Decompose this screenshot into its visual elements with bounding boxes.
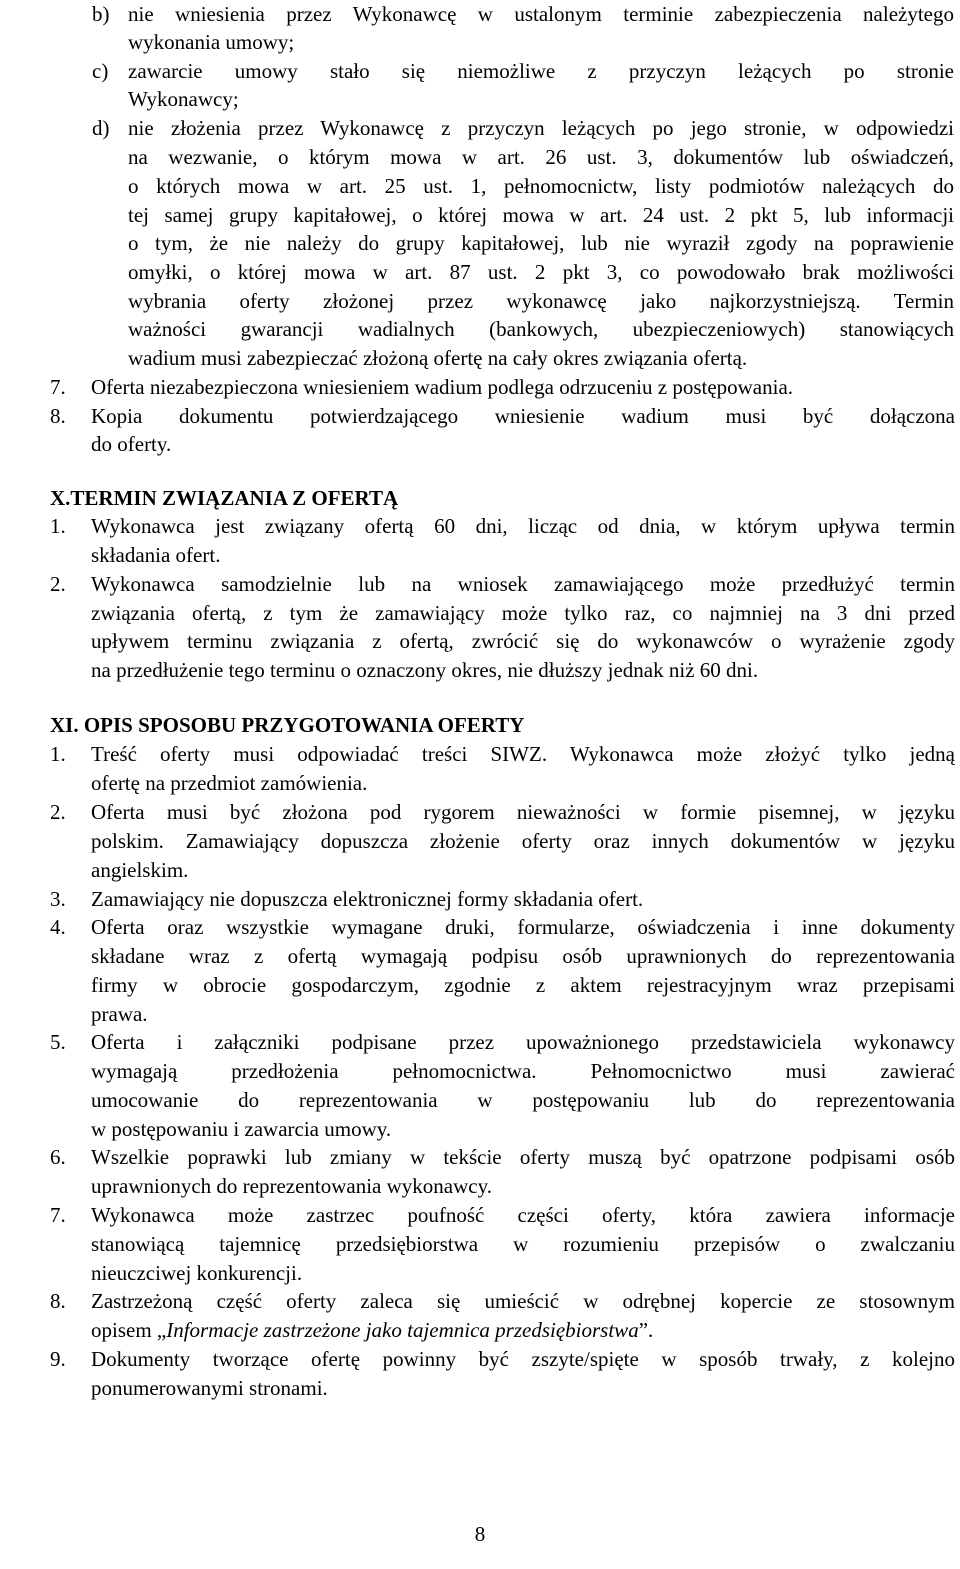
paragraph-line: omyłki, o której mowa w art. 87 ust. 2 pkt 3, co powodowało brak możliwości [128,260,954,284]
list-number-4: 4. [50,915,66,939]
paragraph-line: uprawnionych do reprezentowania wykonawcy. [91,1174,492,1198]
paragraph-line: o których mowa w art. 25 ust. 1, pełnomocnictw, listy podmiotów należących do [128,174,954,198]
paragraph-line: wykonania umowy; [128,30,295,54]
list-marker-c: c) [92,59,109,83]
paragraph-line: Zastrzeżoną część oferty zaleca się umieścić w odrębnej kopercie ze stosownym [91,1289,955,1313]
list-marker-d: d) [92,116,110,140]
list-number-6: 6. [50,1145,66,1169]
list-number-3: 3. [50,887,66,911]
paragraph-line: nie wniesienia przez Wykonawcę w ustalonym terminie zabezpieczenia należytego [128,2,954,26]
paragraph-line: wymagają przedłożenia pełnomocnictwa. Pełnomocnictwo musi zawierać [91,1059,955,1083]
paragraph-line: ofertę na przedmiot zamówienia. [91,771,368,795]
section-heading-x: X.TERMIN ZWIĄZANIA Z OFERTĄ [50,486,399,510]
paragraph-line: polskim. Zamawiający dopuszcza złożenie oferty oraz innych dokumentów w języku [91,829,955,853]
paragraph-line: upływem terminu związania z ofertą, zwrócić się do wykonawców o wyrażenie zgody [91,629,955,653]
list-number-2: 2. [50,800,66,824]
paragraph-line: angielskim. [91,858,189,882]
list-number-1: 1. [50,742,66,766]
paragraph-line: prawa. [91,1002,148,1026]
paragraph-line: Oferta oraz wszystkie wymagane druki, formularze, oświadczenia i inne dokumenty [91,915,955,939]
list-number-7: 7. [50,1203,66,1227]
paragraph-line: Zamawiający nie dopuszcza elektronicznej formy składania ofert. [91,887,644,911]
paragraph-line: wybrania oferty złożonej przez wykonawcę jako najkorzystniejszą. Termin [128,289,954,313]
paragraph-line: związania ofertą, z tym że zamawiający może tylko raz, co najmniej na 3 dni przed [91,601,955,625]
paragraph-line: nie złożenia przez Wykonawcę z przyczyn leżących po jego stronie, w odpowiedzi [128,116,954,140]
list-number-8: 8. [50,1289,66,1313]
list-number-8: 8. [50,404,66,428]
quoted-italic-text: Informacje zastrzeżone jako tajemnica przedsiębiorstwa [166,1318,639,1342]
paragraph-line: składane wraz z ofertą wymagają podpisu osób uprawnionych do reprezentowania [91,944,955,968]
paragraph-line: Oferta musi być złożona pod rygorem nieważności w formie pisemnej, w języku [91,800,955,824]
paragraph-line: Oferta niezabezpieczona wniesieniem wadium podlega odrzuceniu z postępowania. [91,375,794,399]
paragraph-line: wadium musi zabezpieczać złożoną ofertę na cały okres związania ofertą. [128,346,748,370]
paragraph-line: ważności gwarancji wadialnych (bankowych, ubezpieczeniowych) stanowiących [128,317,954,341]
paragraph-line: zawarcie umowy stało się niemożliwe z przyczyn leżących po stronie [128,59,954,83]
paragraph-line: o tym, że nie należy do grupy kapitałowej, lub nie wyraził zgody na poprawienie [128,231,954,255]
paragraph-line: Treść oferty musi odpowiadać treści SIWZ. Wykonawca może złożyć tylko jedną [91,742,955,766]
paragraph-line: w postępowaniu i zawarcia umowy. [91,1117,392,1141]
paragraph-line: do oferty. [91,432,172,456]
list-number-7: 7. [50,375,66,399]
paragraph-line: składania ofert. [91,543,221,567]
paragraph-line: Wykonawca jest związany ofertą 60 dni, licząc od dnia, w którym upływa termin [91,514,955,538]
paragraph-line: nieuczciwej konkurencji. [91,1261,303,1285]
paragraph-line: Kopia dokumentu potwierdzającego wniesienie wadium musi być dołączona [91,404,955,428]
page-number: 8 [474,1522,486,1546]
paragraph-line: tej samej grupy kapitałowej, o której mowa w art. 24 ust. 2 pkt 5, lub informacji [128,203,954,227]
paragraph-line: Wykonawcy; [128,87,239,111]
paragraph-line-with-quote [91,1316,653,1345]
quote-suffix: ”. [638,1318,654,1342]
paragraph-line: firmy w obrocie gospodarczym, zgodnie z aktem rejestracyjnym wraz przepisami [91,973,955,997]
paragraph-line: stanowiącą tajemnicę przedsiębiorstwa w rozumieniu przepisów o zwalczaniu [91,1232,955,1256]
list-number-1: 1. [50,514,66,538]
section-heading-xi: XI. OPIS SPOSOBU PRZYGOTOWANIA OFERTY [50,713,525,737]
paragraph-line: Oferta i załączniki podpisane przez upoważnionego przedstawiciela wykonawcy [91,1030,955,1054]
list-number-5: 5. [50,1030,66,1054]
paragraph-line: umocowanie do reprezentowania w postępowaniu lub do reprezentowania [91,1088,955,1112]
paragraph-line: Wykonawca samodzielnie lub na wniosek zamawiającego może przedłużyć termin [91,572,955,596]
list-marker-b: b) [92,2,110,26]
paragraph-line: Dokumenty tworzące ofertę powinny być zszyte/spięte w sposób trwały, z kolejno [91,1347,955,1371]
paragraph-line: Wykonawca może zastrzec poufność części oferty, która zawiera informacje [91,1203,955,1227]
paragraph-line: ponumerowanymi stronami. [91,1376,328,1400]
list-number-2: 2. [50,572,66,596]
quote-prefix: opisem „ [91,1318,167,1342]
paragraph-line: na przedłużenie tego terminu o oznaczony okres, nie dłuższy jednak niż 60 dni. [91,658,759,682]
paragraph-line: Wszelkie poprawki lub zmiany w tekście oferty muszą być opatrzone podpisami osób [91,1145,955,1169]
paragraph-line: na wezwanie, o którym mowa w art. 26 ust. 3, dokumentów lub oświadczeń, [128,145,954,169]
list-number-9: 9. [50,1347,66,1371]
